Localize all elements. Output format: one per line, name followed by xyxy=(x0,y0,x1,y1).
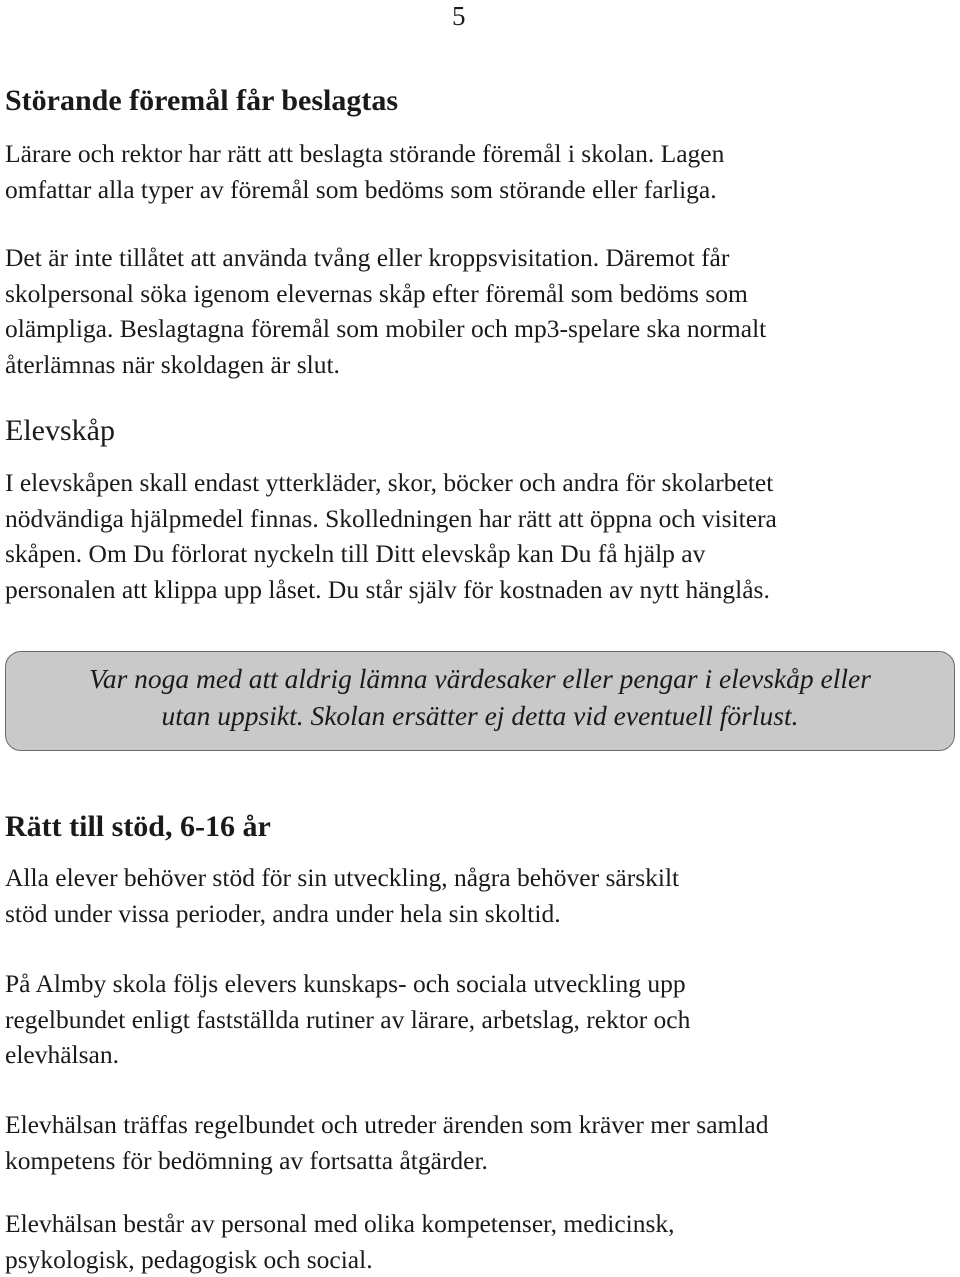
notice-box xyxy=(5,651,955,751)
heading-storande-foremal: Störande föremål får beslagtas xyxy=(5,84,399,117)
paragraph-stod-4: Elevhälsan består av personal med olika kompetenser, medicinsk, psykologisk, pedagogisk och social. xyxy=(5,1209,675,1274)
paragraph-beslag-2: Det är inte tillåtet att använda tvång eller kroppsvisitation. Däremot får skolpersonal söka igenom elevernas skåp efter föremål som bedöms som olämpliga. Beslagtagna föremål som mobiler och mp3-spelare ska normalt återlämnas när skoldagen är slut. xyxy=(5,243,767,379)
heading-elevskap: Elevskåp xyxy=(5,414,115,447)
paragraph-beslag-1: Lärare och rektor har rätt att beslagta störande föremål i skolan. Lagen omfattar alla typer av föremål som bedöms som störande eller farliga. xyxy=(5,139,725,204)
page-number: 5 xyxy=(452,1,466,31)
paragraph-stod-1: Alla elever behöver stöd för sin utveckling, några behöver särskilt stöd under vissa perioder, andra under hela sin skoltid. xyxy=(5,863,680,928)
heading-ratt-till-stod: Rätt till stöd, 6-16 år xyxy=(5,810,271,843)
paragraph-stod-2: På Almby skola följs elevers kunskaps- och sociala utveckling upp regelbundet enligt fastställda rutiner av lärare, arbetslag, rektor och elevhälsan. xyxy=(5,969,691,1069)
notice-text: Var noga med att aldrig lämna värdesaker eller pengar i elevskåp eller utan uppsikt. Skolan ersätter ej detta vid eventuell förlust. xyxy=(89,663,871,731)
paragraph-stod-3: Elevhälsan träffas regelbundet och utreder ärenden som kräver mer samlad kompetens för bedömning av fortsatta åtgärder. xyxy=(5,1110,769,1175)
paragraph-elevskap-1: I elevskåpen skall endast ytterkläder, skor, böcker och andra för skolarbetet nödvändiga hjälpmedel finnas. Skolledningen har rätt att öppna och visitera skåpen. Om Du förlorat nyckeln till Ditt elevskåp kan Du få hjälp av personalen att klippa upp låset. Du står själv för kostnaden av nytt hänglås. xyxy=(5,468,777,604)
